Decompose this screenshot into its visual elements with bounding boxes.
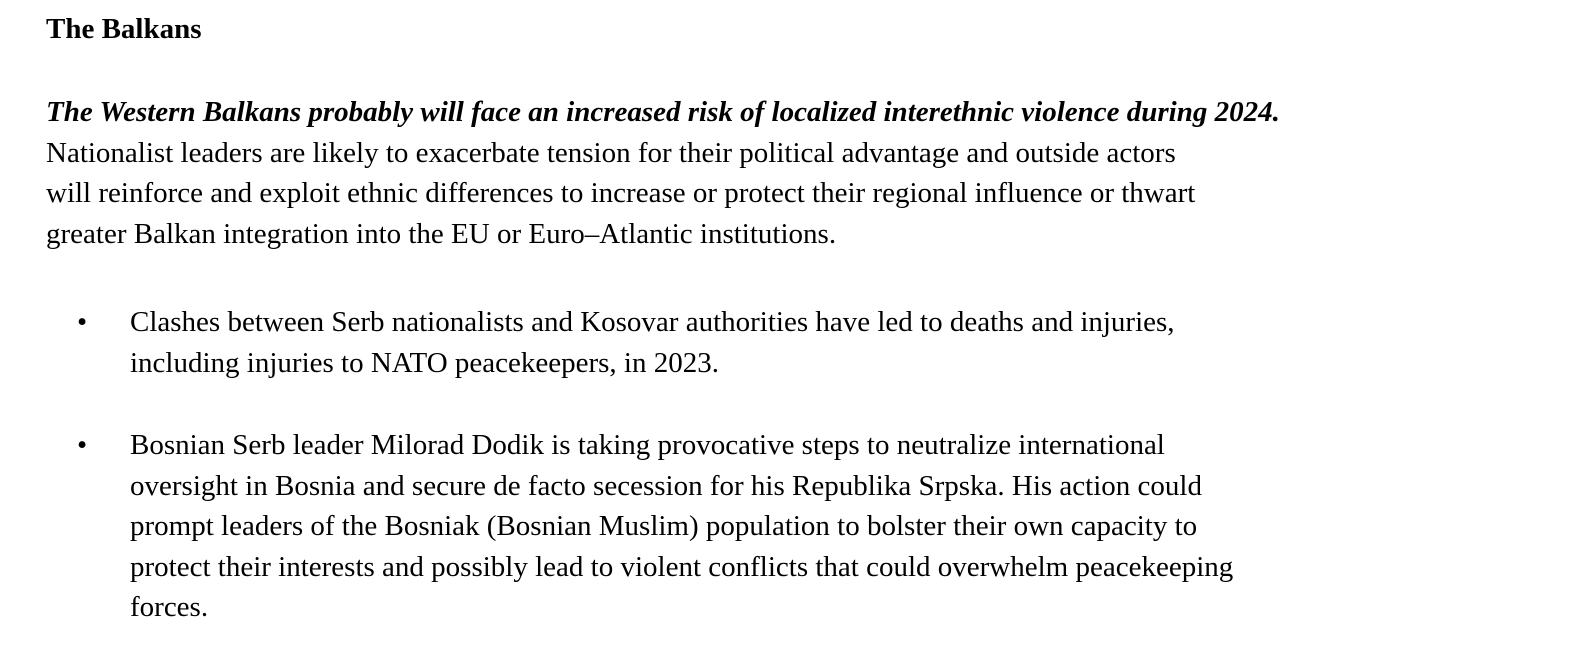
bullet-text-line: protect their interests and possibly lead to violent conflicts that could overwhelm peacekeeping: [130, 550, 1234, 583]
lead-text-line: will reinforce and exploit ethnic differences to increase or protect their regional influence or thwart: [46, 177, 1196, 209]
bullet-marker-icon: •: [77, 306, 88, 338]
lead-text-line: greater Balkan integration into the EU or Euro–Atlantic institutions.: [46, 217, 837, 250]
bullet-text-line: Clashes between Serb nationalists and Kosovar authorities have led to deaths and injuries,: [130, 306, 1175, 338]
bullet-marker-icon: •: [77, 429, 88, 461]
bullet-text-line: prompt leaders of the Bosniak (Bosnian Muslim) population to bolster their own capacity to: [130, 510, 1198, 542]
bullet-text-line: including injuries to NATO peacekeepers, in 2023.: [130, 346, 719, 379]
bullet-text-line: forces.: [130, 591, 209, 623]
bullet-text: [130, 302, 1175, 383]
lead-text-line: Nationalist leaders are likely to exacerbate tension for their political advantage and outside actors: [46, 136, 1176, 169]
lead-key-judgment: The Western Balkans probably will face an increased risk of localized interethnic violence during 2024.: [46, 96, 1280, 128]
bullet-text-line: oversight in Bosnia and secure de facto secession for his Republika Srpska. His action could: [130, 469, 1202, 502]
section-heading: The Balkans: [46, 13, 202, 45]
bullet-text-line: Bosnian Serb leader Milorad Dodik is taking provocative steps to neutralize international: [130, 429, 1165, 461]
lead-paragraph: [46, 92, 1566, 254]
bullet-text: [130, 425, 1233, 628]
